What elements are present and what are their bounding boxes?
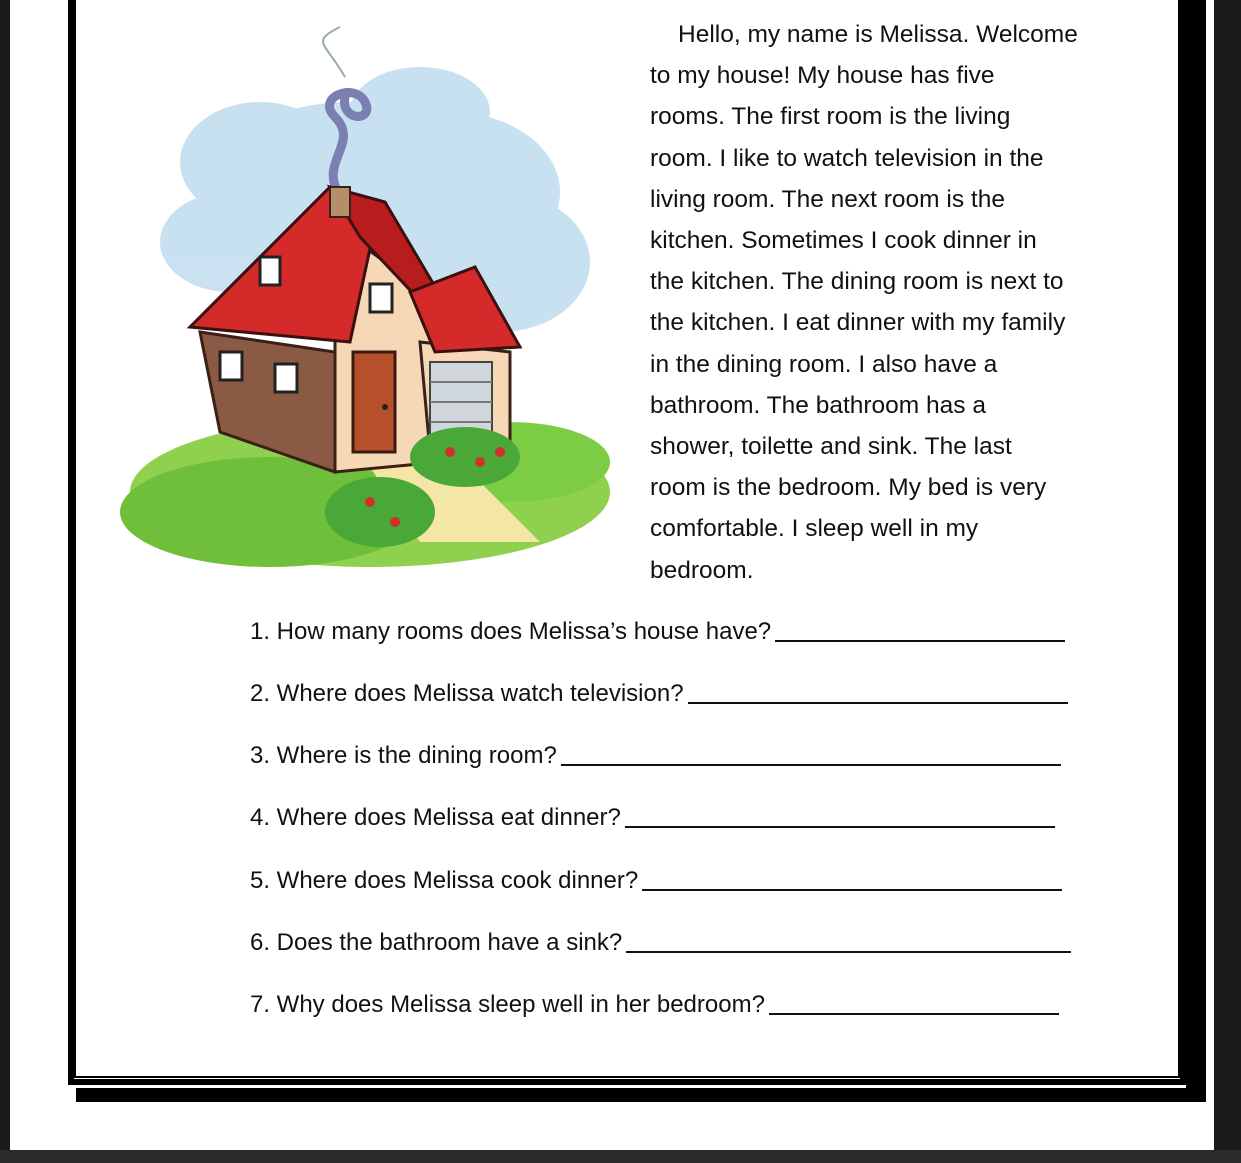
page-shadow-bottom: [76, 1088, 1206, 1102]
answer-line[interactable]: [561, 764, 1061, 766]
question-item: [250, 742, 1061, 770]
story-line: to my house! My house has five: [650, 62, 995, 90]
story-line: comfortable. I sleep well in my: [650, 515, 979, 543]
question-text: 3. Where is the dining room?: [250, 742, 557, 769]
story-line: rooms. The first room is the living: [650, 103, 1011, 131]
page-shadow-right: [1186, 0, 1206, 1102]
story-line: bathroom. The bathroom has a: [650, 391, 986, 419]
question-text: 6. Does the bathroom have a sink?: [250, 929, 623, 956]
answer-line[interactable]: [688, 702, 1068, 704]
question-item: [250, 929, 1071, 957]
answer-line[interactable]: [642, 889, 1062, 891]
story-line: living room. The next room is the: [650, 185, 1005, 213]
door-icon: [353, 352, 395, 452]
question-text: 1. How many rooms does Melissa’s house have?: [250, 618, 772, 645]
answer-line[interactable]: [769, 1013, 1059, 1015]
left-dark-border: [0, 0, 10, 1163]
story-line: bedroom.: [650, 556, 754, 584]
bottom-dark-border: [0, 1150, 1241, 1163]
answer-line[interactable]: [626, 951, 1071, 953]
story-text: [650, 14, 1120, 591]
right-dark-border: [1214, 0, 1241, 1163]
question-text: 2. Where does Melissa watch television?: [250, 680, 684, 707]
story-line: in the dining room. I also have a: [650, 350, 998, 378]
story-line: Hello, my name is Melissa. Welcome: [678, 21, 1078, 48]
story-line: the kitchen. I eat dinner with my family: [650, 309, 1066, 337]
story-line: room is the bedroom. My bed is very: [650, 474, 1047, 502]
story-line: kitchen. Sometimes I cook dinner in: [650, 227, 1037, 255]
question-item: [250, 618, 1065, 646]
question-text: 5. Where does Melissa cook dinner?: [250, 867, 639, 894]
question-item: [250, 804, 1055, 832]
question-item: [250, 991, 1059, 1019]
question-item: [250, 867, 1062, 895]
story-line: room. I like to watch television in the: [650, 144, 1044, 172]
question-item: [250, 680, 1068, 708]
question-text: 4. Where does Melissa eat dinner?: [250, 804, 621, 831]
answer-line[interactable]: [775, 640, 1065, 642]
question-text: 7. Why does Melissa sleep well in her bedroom?: [250, 991, 765, 1018]
answer-line[interactable]: [625, 826, 1055, 828]
story-line: shower, toilette and sink. The last: [650, 433, 1012, 461]
story-line: the kitchen. The dining room is next to: [650, 268, 1064, 296]
house-illustration-icon: [120, 22, 620, 582]
